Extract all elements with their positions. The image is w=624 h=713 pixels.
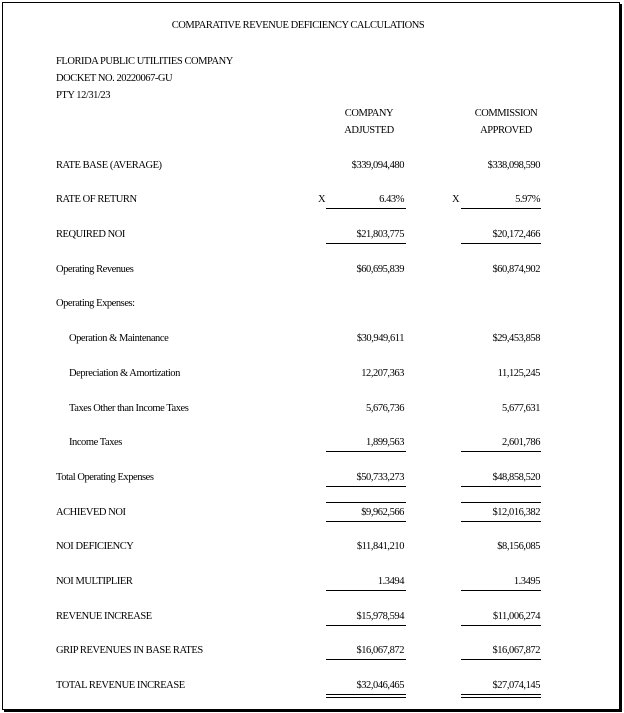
row-label-operating-expenses: Operating Expenses: [56, 298, 135, 309]
row-label-rate-of-return: RATE OF RETURN [56, 194, 137, 205]
company-name: FLORIDA PUBLIC UTILITIES COMPANY [56, 56, 233, 67]
multiply-marker-commission: X [452, 194, 460, 205]
underline-company [326, 521, 406, 522]
double-underline-commission-bottom [461, 697, 541, 698]
row-label-total-operating-expenses: Total Operating Expenses [56, 472, 154, 483]
test-period: PTY 12/31/23 [56, 90, 111, 101]
company-value-achieved-noi: $9,962,566 [361, 507, 404, 518]
underline-commission [461, 243, 541, 244]
row-label-operating-revenues: Operating Revenues [56, 264, 134, 275]
commission-value-taxes-other: 5,677,631 [502, 403, 540, 414]
row-label-operation-maintenance: Operation & Maintenance [69, 333, 169, 344]
underline-company [326, 451, 406, 452]
commission-value-grip-revenues: $16,067,872 [492, 645, 540, 656]
company-value-rate-of-return: 6.43% [379, 194, 404, 205]
row-label-noi-multiplier: NOI MULTIPLIER [56, 576, 133, 587]
company-value-taxes-other: 5,676,736 [366, 403, 404, 414]
underline-company [326, 208, 406, 209]
double-underline-company-top [326, 694, 406, 695]
underline-commission [461, 451, 541, 452]
underline-commission [461, 208, 541, 209]
company-value-revenue-increase: $15,978,594 [356, 611, 404, 622]
commission-value-total-revenue-increase: $27,074,145 [492, 680, 540, 691]
underline-commission [461, 659, 541, 660]
company-column-heading-line1: COMPANY [344, 108, 394, 119]
company-value-rate-base: $339,094,480 [351, 160, 404, 171]
commission-value-achieved-noi: $12,016,382 [492, 507, 540, 518]
company-value-noi-multiplier: 1.3494 [377, 576, 404, 587]
overline-commission [461, 502, 541, 503]
commission-value-noi-deficiency: $8,156,085 [497, 541, 540, 552]
underline-company [326, 486, 406, 487]
row-label-grip-revenues: GRIP REVENUES IN BASE RATES [56, 645, 203, 656]
docket-number: DOCKET NO. 20220067-GU [56, 73, 173, 84]
row-label-taxes-other: Taxes Other than Income Taxes [69, 403, 189, 414]
multiply-marker-company: X [318, 194, 326, 205]
row-label-depreciation: Depreciation & Amortization [69, 368, 180, 379]
underline-commission [461, 486, 541, 487]
company-value-depreciation: 12,207,363 [361, 368, 404, 379]
commission-column-heading-line1: COMMISSION [474, 108, 538, 119]
row-label-required-noi: REQUIRED NOI [56, 229, 125, 240]
underline-company [326, 659, 406, 660]
row-label-noi-deficiency: NOI DEFICIENCY [56, 541, 134, 552]
commission-value-rate-of-return: 5.97% [515, 194, 540, 205]
company-column-heading-line2: ADJUSTED [344, 125, 394, 136]
document-title: COMPARATIVE REVENUE DEFICIENCY CALCULATIONS [171, 20, 425, 31]
double-underline-commission-top [461, 694, 541, 695]
commission-value-income-taxes: 2,601,786 [502, 437, 540, 448]
commission-value-depreciation: 11,125,245 [497, 368, 540, 379]
company-value-income-taxes: 1,899,563 [366, 437, 404, 448]
underline-commission [461, 625, 541, 626]
company-value-total-revenue-increase: $32,046,465 [356, 680, 404, 691]
row-label-achieved-noi: ACHIEVED NOI [56, 507, 126, 518]
commission-column-heading-line2: APPROVED [480, 125, 532, 136]
company-value-required-noi: $21,803,775 [356, 229, 404, 240]
commission-value-total-operating-expenses: $48,858,520 [492, 472, 540, 483]
underline-commission [461, 521, 541, 522]
commission-value-operating-revenues: $60,874,902 [492, 264, 540, 275]
underline-commission [461, 590, 541, 591]
row-label-income-taxes: Income Taxes [69, 437, 122, 448]
double-underline-company-bottom [326, 697, 406, 698]
commission-value-noi-multiplier: 1.3495 [513, 576, 540, 587]
underline-company [326, 625, 406, 626]
company-value-total-operating-expenses: $50,733,273 [356, 472, 404, 483]
row-label-total-revenue-increase: TOTAL REVENUE INCREASE [56, 680, 185, 691]
commission-value-rate-base: $338,098,590 [487, 160, 540, 171]
row-label-revenue-increase: REVENUE INCREASE [56, 611, 152, 622]
overline-company [326, 502, 406, 503]
commission-value-required-noi: $20,172,466 [492, 229, 540, 240]
commission-value-revenue-increase: $11,006,274 [492, 611, 540, 622]
company-value-grip-revenues: $16,067,872 [356, 645, 404, 656]
company-value-noi-deficiency: $11,841,210 [356, 541, 404, 552]
underline-company [326, 590, 406, 591]
commission-value-operation-maintenance: $29,453,858 [492, 333, 540, 344]
company-value-operating-revenues: $60,695,839 [356, 264, 404, 275]
company-value-operation-maintenance: $30,949,611 [356, 333, 404, 344]
underline-company [326, 243, 406, 244]
row-label-rate-base: RATE BASE (AVERAGE) [56, 160, 162, 171]
